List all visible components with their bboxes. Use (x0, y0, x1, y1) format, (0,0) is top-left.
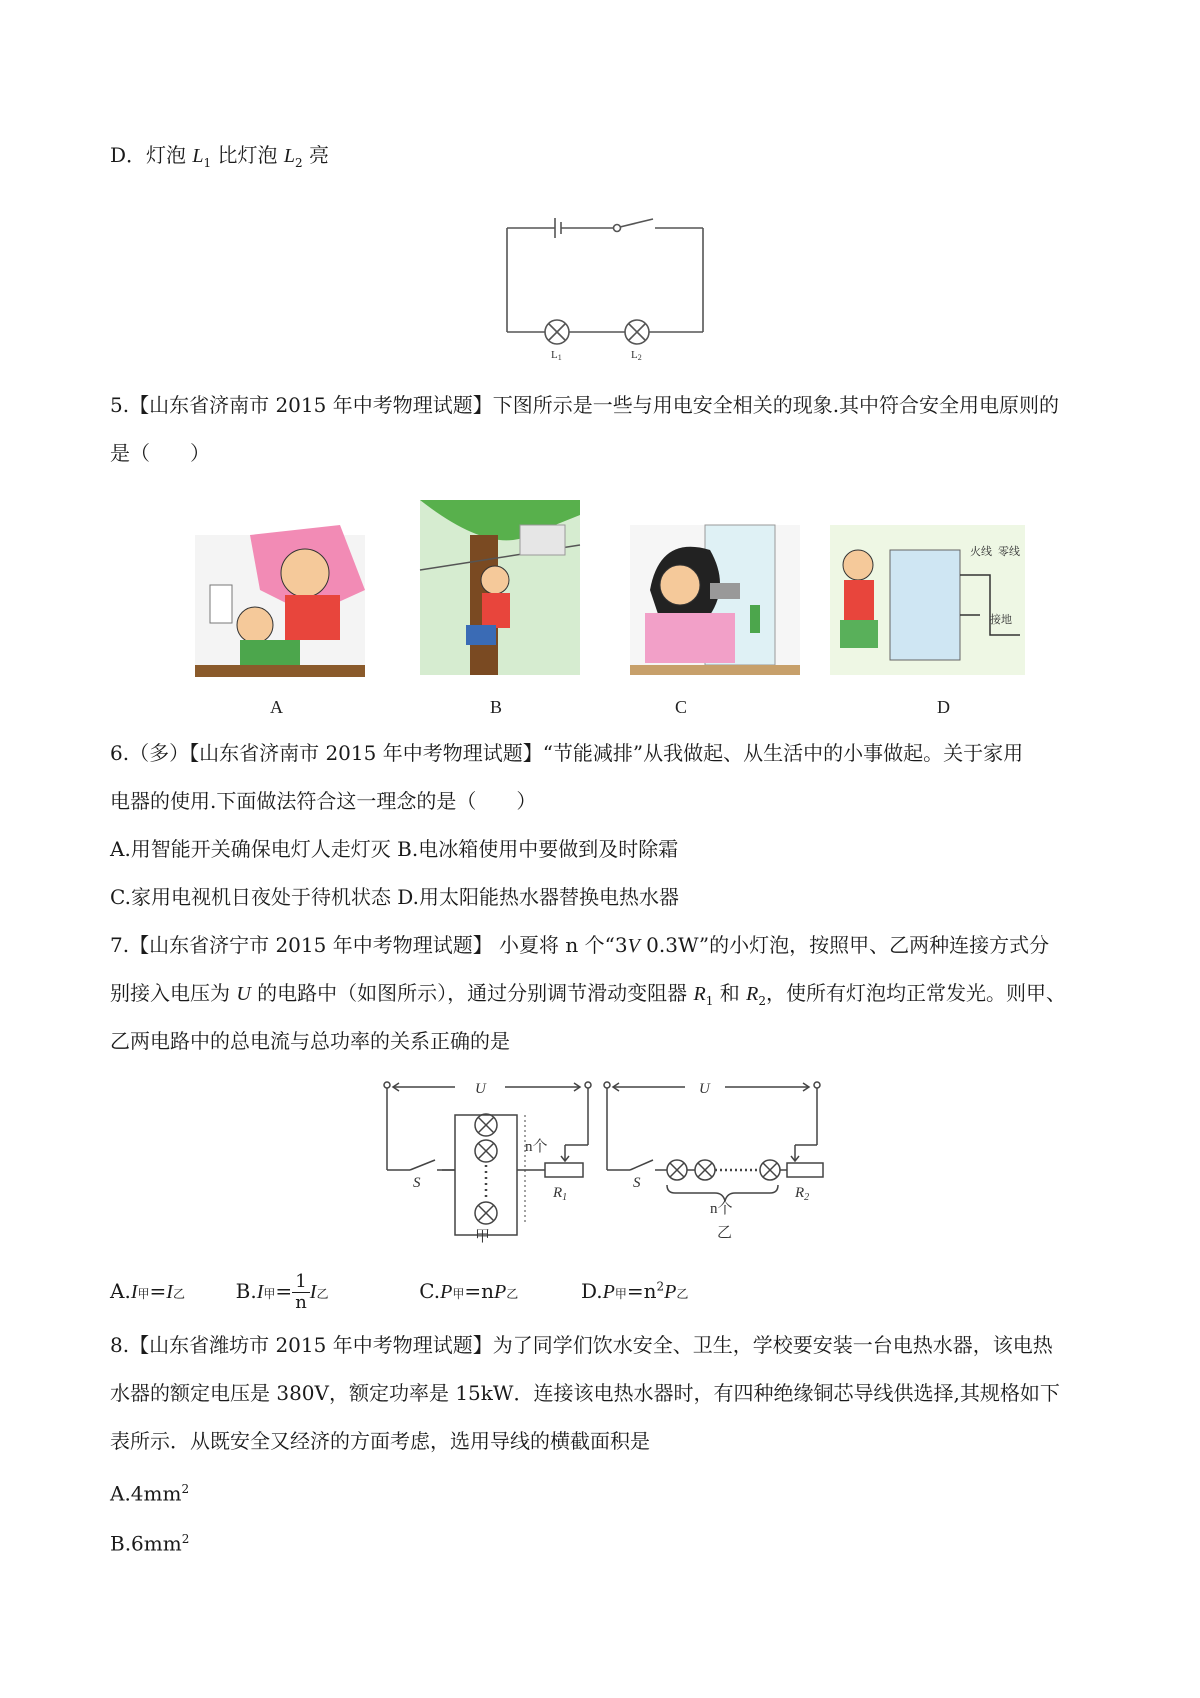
q5-line-2: 是（ ） (110, 441, 210, 465)
q8-line-3: 表所示．从既安全又经济的方面考虑，选用导线的横截面积是 (110, 1429, 650, 1453)
q5-panel-c (630, 525, 800, 675)
lamp-l2-label: L2 (631, 349, 642, 362)
q4-option-d: D．灯泡 $L_1$ 比灯泡 $L_2$ 亮 (110, 143, 330, 170)
q7-option-d: D.P甲$=n^2P$乙 (580, 1278, 689, 1303)
q5-d-live-wire: 火线 (970, 546, 992, 558)
q7-jia-switch-label: S (413, 1175, 421, 1191)
q7-option-b: B.I甲= $\frac{1}{n}$ I乙 (235, 1270, 329, 1313)
q7-r1-label: $R_1$ (553, 1185, 568, 1203)
q7-jia-voltage-label: U (475, 1081, 486, 1097)
q7-yi-n-label: n个 (710, 1201, 733, 1217)
q7-option-a: A.I甲=I乙 (110, 1278, 185, 1303)
q7-circuit-diagrams (375, 1075, 855, 1245)
q7-line-1: 7.【山东省济宁市 2015 年中考物理试题】 小夏将 n 个“3V 0.3W”的小灯泡，按照甲、乙两种连接方式分 (110, 933, 1050, 957)
q5-d-neutral-wire: 零线 (998, 546, 1020, 558)
q8-line-2: 水器的额定电压是 380V，额定功率是 15kW．连接该电热水器时，有四种绝缘铜芯导线供选择,其规格如下 (110, 1381, 1060, 1405)
q6-options-line-1: A.用智能开关确保电灯人走灯灭 B.电冰箱使用中要做到及时除霜 (110, 837, 679, 861)
q8-option-a: $A.4mm^2$ (110, 1481, 190, 1506)
lamp-l1-label: L1 (551, 349, 562, 362)
q7-yi-switch-label: S (633, 1175, 641, 1191)
q8-option-b: $B.6mm^2$ (110, 1531, 190, 1556)
q8-line-1: 8.【山东省潍坊市 2015 年中考物理试题】为了同学们饮水安全、卫生，学校要安装一台电热水器，该电热 (110, 1333, 1053, 1357)
q5-label-c: C (675, 697, 688, 717)
q7-options (110, 1262, 689, 1313)
q7-jia-label: 甲 (475, 1229, 491, 1245)
q5-label-d: D (937, 697, 950, 717)
q6-line-1: 6.（多）【山东省济南市 2015 年中考物理试题】“节能减排”从我做起、从生活中的小事做起。关于家用 (110, 741, 1024, 765)
q7-option-c: C.P甲=nP乙 (419, 1278, 519, 1303)
q6-options-line-2: C.家用电视机日夜处于待机状态 D.用太阳能热水器替换电热水器 (110, 885, 679, 909)
q5-panel-d (830, 525, 1025, 675)
q5-d-ground: 接地 (990, 614, 1012, 626)
q7-yi-label: 乙 (717, 1225, 733, 1241)
q6-line-2: 电器的使用.下面做法符合这一理念的是（ ） (110, 789, 537, 813)
q5-safety-pictures (190, 495, 1030, 720)
q5-label-b: B (490, 697, 503, 717)
q7-option-b-fraction: $\frac{1}{n}$ (292, 1272, 310, 1313)
q5-line-1: 5.【山东省济南市 2015 年中考物理试题】下图所示是一些与用电安全相关的现象.其中符合安全用电原则的 (110, 393, 1060, 417)
q7-line-2: 别接入电压为 U 的电路中（如图所示），通过分别调节滑动变阻器 $R_1$ 和 $R_2$，使所有灯泡均正常发光。则甲、 (110, 981, 1066, 1008)
q7-jia-n-label: n个 (525, 1139, 548, 1155)
q5-label-a: A (270, 697, 283, 717)
q7-yi-voltage-label: U (699, 1081, 710, 1097)
q4-circuit-diagram (495, 200, 725, 365)
q5-panel-a (195, 525, 365, 677)
q5-panel-b (420, 500, 580, 675)
q7-line-3: 乙两电路中的总电流与总功率的关系正确的是 (110, 1029, 510, 1053)
q7-r2-label: $R_2$ (795, 1185, 810, 1203)
